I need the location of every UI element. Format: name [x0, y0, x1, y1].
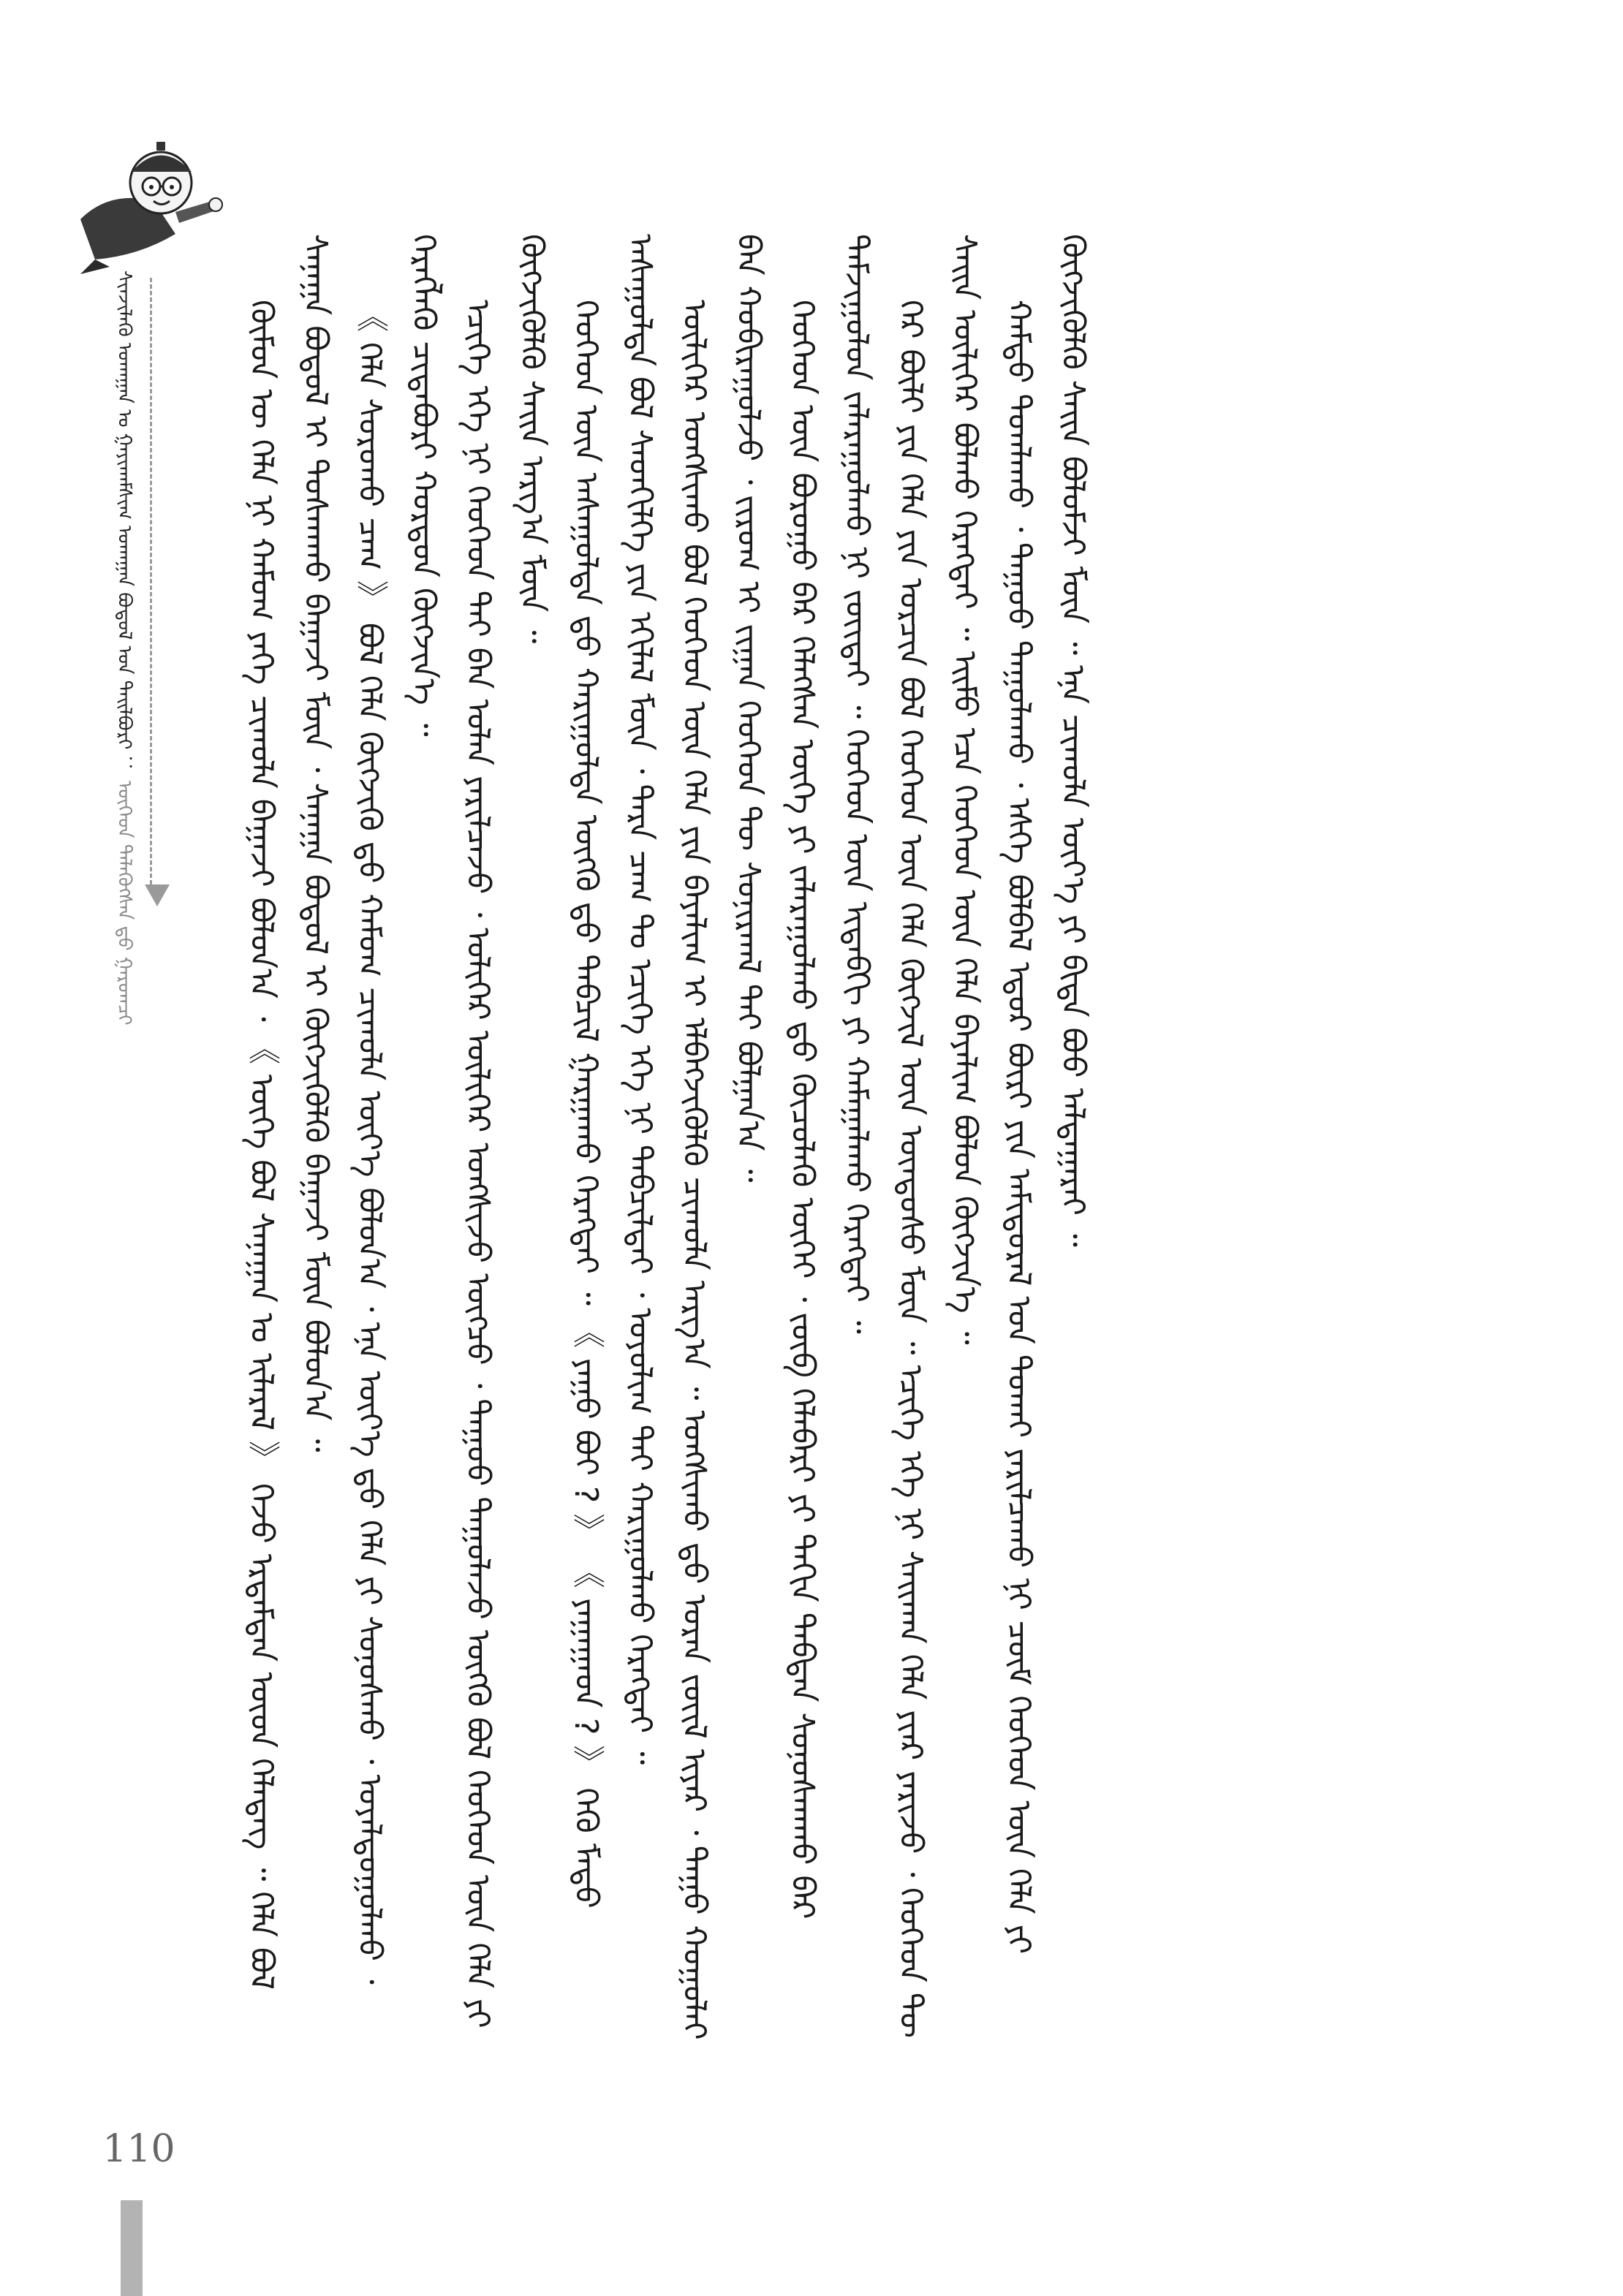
running-header	[110, 270, 139, 1026]
paragraph: ᠡᠴᠢᠭᠡ ᠡᠬᠡ ᠨᠢ ᠬᠡᠦᠬᠡᠳ ᠲᠡᠢ ᠪᠡᠨ ᠣᠯᠠᠨ ᠶᠠᠷᠢᠯᠴᠠᠵᠤ ᠂ ᠤᠯᠢᠭᠡᠷ ᠦᠯᠢᠭᠡᠷ ᠤᠩᠰᠢᠵᠤ ᠦᠭᠴᠦ ᠂ ᠳᠠᠭᠤᠤ ᠳᠠᠭᠤᠯᠠᠵᠤ ᠦᠭᠬᠦ ᠪᠣᠯ ᠬᠡᠦᠬᠡᠳ ᠦᠨ ᠬᠡᠯᠡ ᠶᠢ ᠬᠥᠭᠵᠢᠭᠦᠯᠬᠦ ᠰᠠᠢᠨ ᠠᠷᠭ᠎ᠠ ᠮᠥᠨ ᠃	[459, 234, 551, 2028]
body-text	[234, 234, 1451, 2047]
running-header-separator: ：	[113, 755, 135, 775]
header-arrow-icon	[145, 884, 170, 906]
paragraph: ᠬᠠᠮᠲᠤ ᠲᠣᠭᠯᠠᠬᠤ ᠂ ᠳᠠᠭᠤᠤ ᠳᠠᠭᠤᠯᠠᠬᠤ ᠂ ᠡᠰᠬᠡ ᠪᠣᠯᠪᠠᠯ ᠡᠳᠦᠷ ᠪᠦᠷᠢ ᠶᠢᠨ ᠠᠮᠢᠳᠤᠷᠠᠯ ᠤᠨ ᠲᠤᠬᠠᠢ ᠶᠠᠷᠢᠯᠴᠠᠬᠤ ᠨᠢ ᠴᠥᠮ ᠬᠡᠦᠬᠡᠳ ᠦᠨ ᠬᠡᠯᠡ ᠶᠢ ᠬᠥᠭᠵᠢᠭᠦᠯᠬᠦ ᠰᠠᠢᠨ ᠪᠣᠯᠤᠮᠵᠢ ᠮᠥᠨ ᠃ ᠡᠨᠡ ᠴᠢᠬᠤᠯᠠ ᠦᠶ᠎ᠡ ᠶᠢ ᠪᠢᠳᠡ ᠪᠦᠦ ᠠᠯᠳᠠᠭᠠᠷᠠᠢ ᠃	[1000, 234, 1092, 1955]
mascot-illustration	[66, 132, 227, 278]
paragraph: ᠬᠡᠦᠬᠡᠳ ᠦᠨ ᠠᠰᠠᠭᠤᠯᠲᠠ ᠳ᠋ᠤ ᠬᠠᠷᠢᠭᠤᠯᠲᠠ ᠥᠭᠬᠦ ᠳ᠋ᠦ ᠲᠡᠪᠴᠢᠯ ᠭᠠᠷᠭᠠᠬᠤ ᠬᠡᠷᠡᠭᠲᠡᠢ ᠃ 《 ᠶᠠᠭᠤ ᠪᠤᠢ ? 》 《 ᠶᠠᠭᠠᠭᠠᠳ ? 》 ᠭᠡᠬᠦ ᠮᠡᠲᠦ ᠠᠰᠠᠭᠤᠯᠲᠠ ᠪᠣᠯ ᠰᠡᠳᠬᠢᠯᠭᠡ ᠶᠢᠨ ᠡᠬᠢᠯᠡᠯ ᠮᠥᠨ ᠂ ᠲᠡᠷᠡ ᠴᠠᠭ ᠲᠤ ᠡᠴᠢᠭᠡ ᠡᠬᠡ ᠨᠢ ᠲᠡᠪᠴᠢᠯᠲᠡᠢ ᠂ ᠣᠶᠤᠯᠢᠭ ᠲᠠᠢ ᠬᠠᠷᠢᠭᠤᠯᠬᠤ ᠬᠡᠷᠡᠭᠲᠡᠢ ᠃	[567, 234, 659, 1909]
paragraph: 《 ᠬᠡᠯᠡ ᠰᠤᠷᠤᠬᠤ ᠴᠠᠭ 》 ᠪᠣᠯ ᠬᠡᠯᠡ ᠬᠥᠭᠵᠢᠬᠦ ᠳ᠋ᠦ ᠬᠠᠮᠤᠭ ᠴᠢᠬᠤᠯᠠ ᠦᠶ᠎ᠡ ᠪᠣᠯᠤᠨ᠎ᠠ ᠂ ᠡᠨᠡ ᠦᠶ᠎ᠡ ᠳ᠋ᠦ ᠬᠡᠯᠡ ᠶᠢ ᠰᠣᠨᠣᠰᠬᠤ ᠂ ᠤᠶᠠᠯᠳᠤᠭᠤᠯᠬᠤ ᠂ ᠬᠡᠷᠡᠭᠯᠡᠬᠦ ᠴᠢᠳᠠᠪᠤᠷᠢ ᠬᠤᠷᠳᠤᠨ ᠬᠥᠭᠵᠢᠨ᠎ᠡ ᠃	[351, 234, 442, 1985]
paragraph: ᠦᠯᠢᠭᠡᠷ ᠤᠩᠰᠢᠬᠤ ᠪᠣᠯ ᠬᠡᠦᠬᠡᠳ ᠦᠨ ᠬᠡᠯᠡ ᠶᠢᠨ ᠪᠠᠶᠠᠯᠢᠭ ᠢ ᠡᠯᠪᠡᠭᠵᠢᠭᠦᠯᠬᠦ ᠴᠢᠬᠤᠯᠠ ᠠᠷᠭ᠎ᠠ ᠃ ᠤᠩᠰᠢᠬᠤ ᠳ᠋ᠤ ᠤᠷᠠᠨ ᠵᠦᠢᠯ ᠢᠶᠡᠷ ᠂ ᠳᠠᠭᠤ ᠬᠤᠭᠤᠯᠠᠢ ᠪᠡᠨ ᠬᠤᠪᠢᠷᠠᠭᠤᠯᠵᠤ ᠂ ᠵᠢᠷᠤᠭ ᠢ ᠵᠢᠭᠠᠨ ᠬᠡᠦᠬᠡᠳ ᠲᠦ ᠰᠣᠨᠢᠷᠬᠠᠯ ᠲᠠᠢ ᠪᠣᠯᠭᠠᠨ᠎ᠠ ᠃	[676, 234, 767, 2040]
page-number: 110	[102, 2127, 175, 2171]
running-header-series: ᠦᠬᠡᠳ ᠲᠡᠯᠡᠭᠦᠭᠰᠡᠨ ᠳ᠋ᠦ ᠭᠠᠷᠤᠭᠴᠢ	[113, 780, 135, 1026]
paragraph: ᠬᠡᠦᠬᠡᠳ ᠦᠨ ᠪᠤᠷᠤᠭᠤ ᠪᠠᠷ ᠬᠡᠯᠡᠭᠰᠡᠨ ᠦᠭᠡ ᠶᠢ ᠵᠠᠯᠠᠷᠠᠭᠤᠯᠬᠤ ᠳ᠋ᠤ ᠬᠦᠴᠦᠯᠡᠬᠦ ᠦᠭᠡᠢ ᠂ ᠵᠥᠪ ᠬᠡᠯᠡᠪᠡᠷᠢ ᠶᠢ ᠳᠠᠬᠢᠨ ᠳᠠᠪᠲᠠᠨ ᠰᠣᠨᠣᠰᠬᠠᠬᠤ ᠪᠠᠷ ᠳᠠᠮᠵᠢᠭᠤᠯᠤᠨ ᠵᠠᠯᠠᠷᠠᠭᠤᠯᠬᠤ ᠨᠢ ᠵᠦᠢᠲᠡᠢ ᠃ ᠬᠡᠦᠬᠡᠳ ᠦᠨ ᠢᠳᠡᠪᠬᠢ ᠶᠢ ᠬᠠᠮᠠᠭᠠᠯᠠᠬᠤ ᠬᠡᠷᠡᠭᠲᠡᠢ ᠃	[784, 234, 875, 1920]
running-header-subtitle: ᠤᠬᠠᠭᠠᠨ ᠪᠣᠳᠣᠯ ᠤᠨ ᠲᠠᠢᠯᠪᠤᠷᠢ	[113, 525, 135, 750]
header-divider	[150, 278, 152, 884]
paragraph: ᠭᠡᠷ ᠪᠦᠯᠢ ᠶᠢᠨ ᠬᠡᠯᠡ ᠶᠢᠨ ᠣᠷᠴᠢᠨ ᠪᠣᠯ ᠬᠡᠦᠬᠡᠳ ᠦᠨ ᠬᠡᠯᠡ ᠬᠥᠭᠵᠢᠯ ᠦᠨ ᠦᠨᠳᠦᠰᠦ ᠮᠥᠨ ᠃ ᠡᠴᠢᠭᠡ ᠡᠬᠡ ᠨᠢ ᠰᠠᠢᠬᠠᠨ ᠬᠡᠯᠡ ᠶᠢᠡᠷ ᠶᠠᠷᠢᠵᠤ ᠂ ᠬᠡᠦᠬᠡᠳ ᠲᠦ ᠰᠠᠢᠨ ᠦᠯᠢᠭᠡᠷ ᠪᠣᠯᠬᠤ ᠬᠡᠷᠡᠭᠲᠡᠢ ᠃ ᠡᠢᠮᠦ ᠡᠴᠡ ᠬᠡᠦᠬᠡᠳ ᠦᠨ ᠬᠡᠯᠡ ᠪᠠᠶᠠᠯᠢᠭ ᠪᠣᠯᠤᠨ ᠬᠥᠭᠵᠢᠨ᠎ᠡ ᠃	[892, 234, 983, 2039]
running-header-title: ᠰᠢᠨᠵᠢᠯᠡᠬᠦ ᠤᠬᠠᠭᠠᠨ ᠤ ᠭᠠᠶᠢᠬᠠᠮᠰᠢᠭ	[113, 270, 135, 520]
margin-bar	[121, 2200, 143, 2296]
paragraph: ᠬᠦᠮᠦᠨ ᠦ ᠬᠡᠯᠡ ᠨᠢ ᠬᠠᠮᠤᠭ ᠶᠡᠬᠡ ᠴᠢᠬᠤᠯᠠ ᠪᠠᠭᠠᠵᠢ ᠪᠣᠯᠤᠨ᠎ᠠ ᠂ 《 ᠦᠭᠡ ᠪᠣᠯ ᠰᠠᠨᠠᠭᠠᠨ ᠤ ᠢᠯᠡᠷᠡᠯ 》 ᠭᠡᠵᠦ ᠡᠷᠳᠡᠮᠲᠡᠨ ᠦᠳ ᠬᠡᠯᠡᠳᠡᠭ ᠃ ᠬᠡᠯᠡ ᠪᠣᠯ ᠰᠠᠨᠠᠭᠠ ᠪᠣᠳᠣᠯ ᠢ ᠲᠤᠰᠬᠠᠬᠤ ᠪᠠᠭᠠᠵᠢ ᠮᠥᠨ ᠂ ᠰᠠᠨᠠᠭᠠ ᠪᠣᠳᠣᠯ ᠢ ᠬᠥᠭᠵᠢᠭᠦᠯᠬᠦ ᠪᠠᠭᠠᠵᠢ ᠮᠥᠨ ᠪᠣᠯᠤᠨ᠎ᠠ ᠃	[243, 234, 334, 1990]
